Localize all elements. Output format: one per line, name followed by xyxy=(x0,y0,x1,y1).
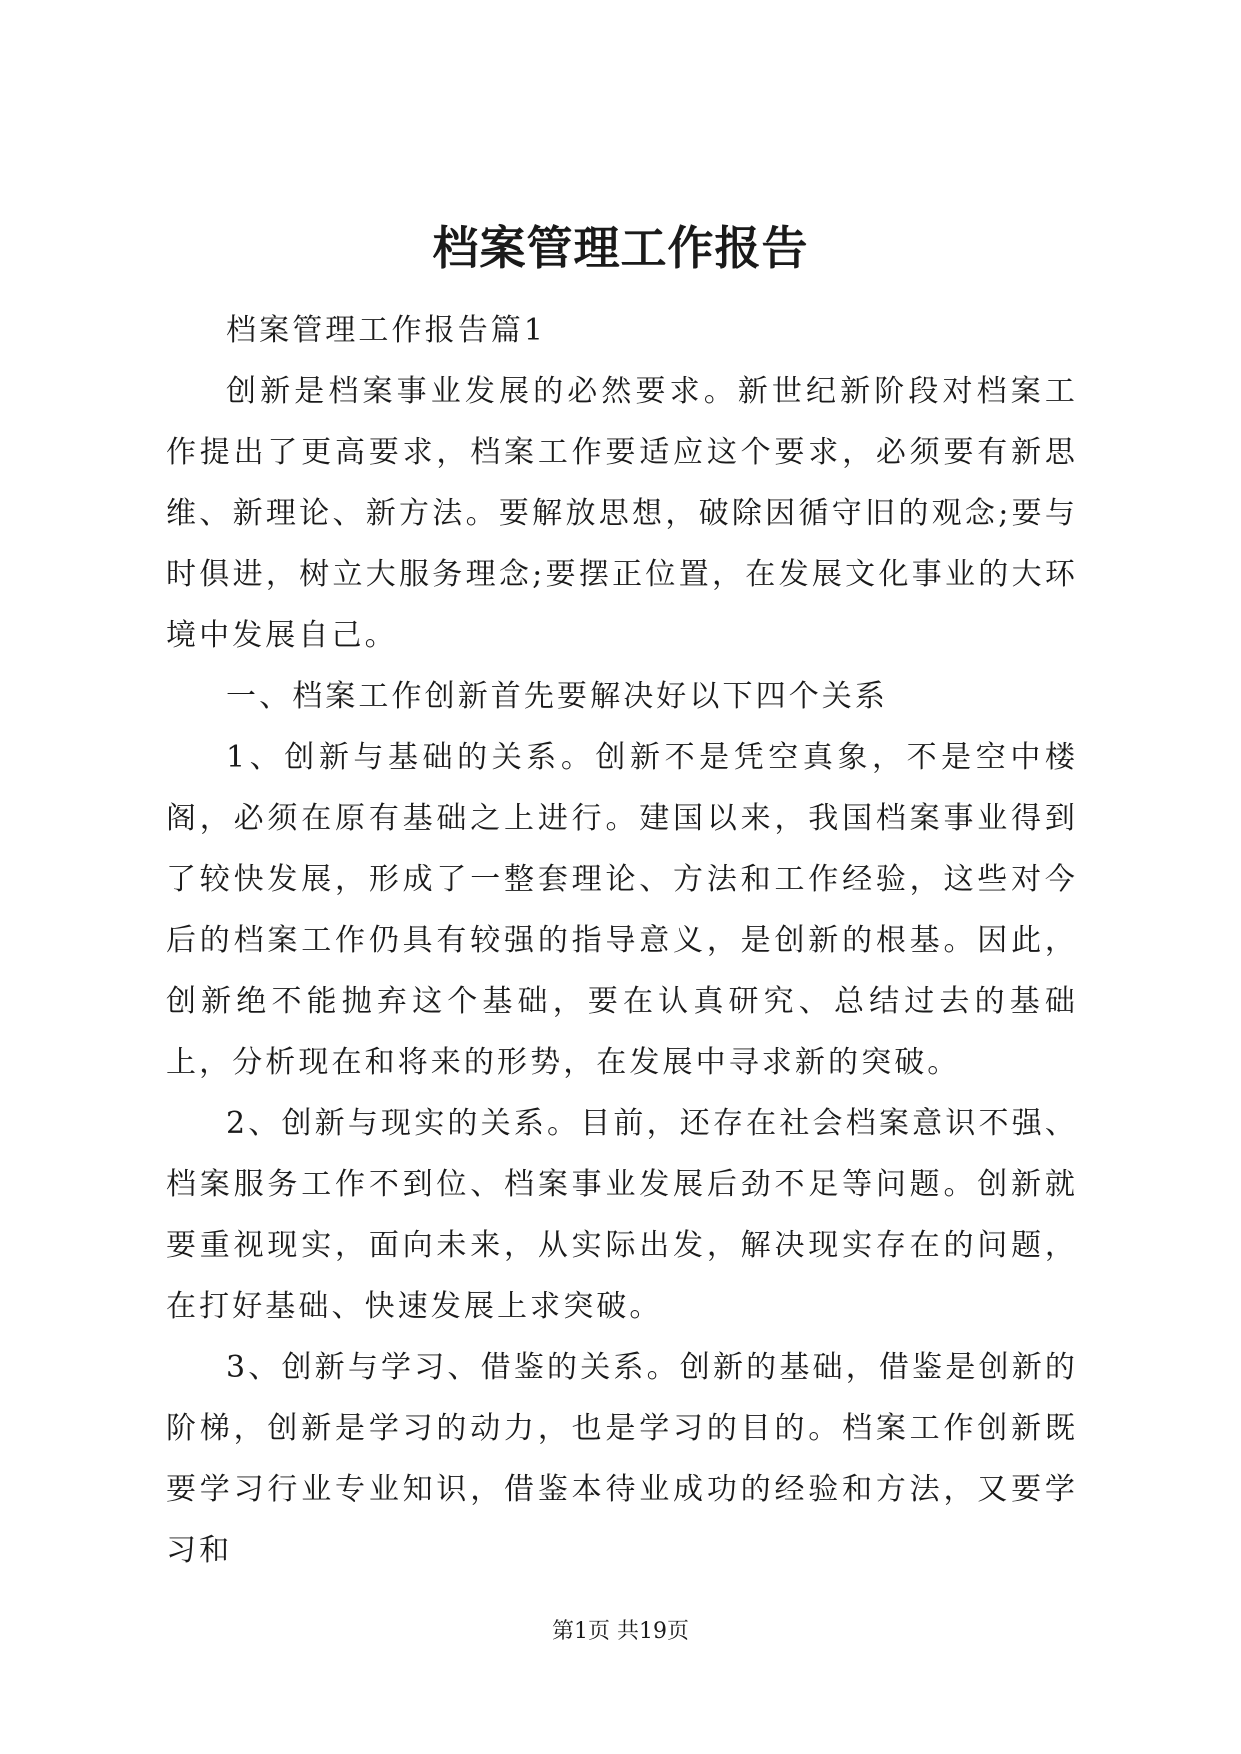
body-paragraph: 1、创新与基础的关系。创新不是凭空真象，不是空中楼阁，必须在原有基础之上进行。建国以来，我国档案事业得到了较快发展，形成了一整套理论、方法和工作经验，这些对今后的档案工作仍具有较强的指导意义，是创新的根基。因此，创新绝不能抛弃这个基础，要在认真研究、总结过去的基础上，分析现在和将来的形势，在发展中寻求新的突破。 xyxy=(166,740,1078,1080)
body-paragraph: 2、创新与现实的关系。目前，还存在社会档案意识不强、档案服务工作不到位、档案事业发展后劲不足等问题。创新就要重视现实，面向未来，从实际出发，解决现实存在的问题，在打好基础、快速发展上求突破。 xyxy=(166,1106,1078,1324)
subsection-heading: 一、档案工作创新首先要解决好以下四个关系 xyxy=(226,679,888,714)
document-title: 档案管理工作报告 xyxy=(432,221,809,275)
body-paragraph: 创新是档案事业发展的必然要求。新世纪新阶段对档案工作提出了更高要求，档案工作要适应这个要求，必须要有新思维、新理论、新方法。要解放思想，破除因循守旧的观念;要与时俱进，树立大服务理念;要摆正位置，在发展文化事业的大环境中发展自己。 xyxy=(166,374,1078,653)
section-heading: 档案管理工作报告篇1 xyxy=(226,313,547,348)
body-paragraph: 3、创新与学习、借鉴的关系。创新的基础，借鉴是创新的阶梯，创新是学习的动力，也是学习的目的。档案工作创新既要学习行业专业知识，借鉴本待业成功的经验和方法，又要学习和 xyxy=(166,1350,1078,1568)
page-number-footer: 第1页 共19页 xyxy=(552,1619,689,1644)
document-body xyxy=(166,300,1078,1581)
